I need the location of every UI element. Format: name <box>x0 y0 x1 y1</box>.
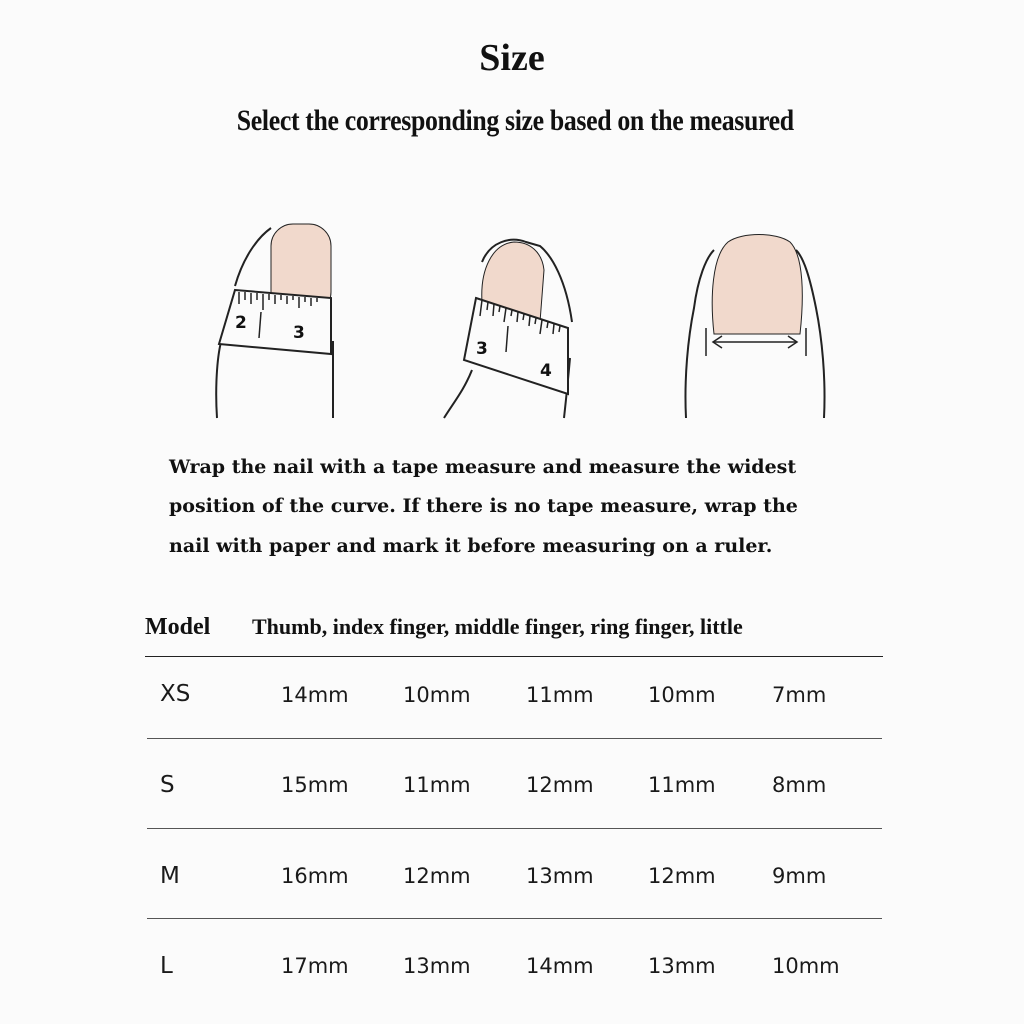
thumb-cell: 16mm <box>281 864 349 888</box>
tape-number: 4 <box>540 361 552 381</box>
table-header-divider <box>145 656 883 657</box>
middle-cell: 12mm <box>526 773 594 797</box>
nail-width-illustration <box>680 228 830 423</box>
instruction-line-3: nail with paper and mark it before measuring on a ruler. <box>169 535 773 557</box>
index-cell: 13mm <box>403 954 471 978</box>
thumb-cell: 15mm <box>281 773 349 797</box>
page-title: Size <box>479 37 545 79</box>
index-cell: 11mm <box>403 773 471 797</box>
middle-cell: 11mm <box>526 683 594 707</box>
index-cell: 12mm <box>403 864 471 888</box>
tape-number: 2 <box>235 313 247 333</box>
row-divider <box>147 828 882 829</box>
middle-cell: 14mm <box>526 954 594 978</box>
ring-cell: 13mm <box>648 954 716 978</box>
index-cell: 10mm <box>403 683 471 707</box>
page-subtitle: Select the corresponding size based on the measured <box>236 104 794 137</box>
instruction-line-1: Wrap the nail with a tape measure and measure the widest <box>169 456 797 478</box>
model-cell: S <box>160 772 175 798</box>
middle-cell: 13mm <box>526 864 594 888</box>
model-cell: XS <box>160 681 191 707</box>
finger-tape-illustration-middle <box>440 230 590 425</box>
thumb-cell: 14mm <box>281 683 349 707</box>
tape-number: 3 <box>476 339 488 359</box>
instruction-line-2: position of the curve. If there is no tape measure, wrap the <box>169 495 798 517</box>
model-cell: L <box>160 953 173 979</box>
row-divider <box>147 738 882 739</box>
little-cell: 7mm <box>772 683 827 707</box>
little-cell: 10mm <box>772 954 840 978</box>
model-cell: M <box>160 863 180 889</box>
row-divider <box>147 918 882 919</box>
ring-cell: 10mm <box>648 683 716 707</box>
tape-number: 3 <box>293 323 305 343</box>
finger-tape-illustration-left <box>205 218 345 423</box>
little-cell: 8mm <box>772 773 827 797</box>
table-header-model: Model <box>145 614 211 640</box>
thumb-cell: 17mm <box>281 954 349 978</box>
ring-cell: 12mm <box>648 864 716 888</box>
table-header-fingers: Thumb, index finger, middle finger, ring finger, little <box>252 614 743 639</box>
little-cell: 9mm <box>772 864 827 888</box>
ring-cell: 11mm <box>648 773 716 797</box>
